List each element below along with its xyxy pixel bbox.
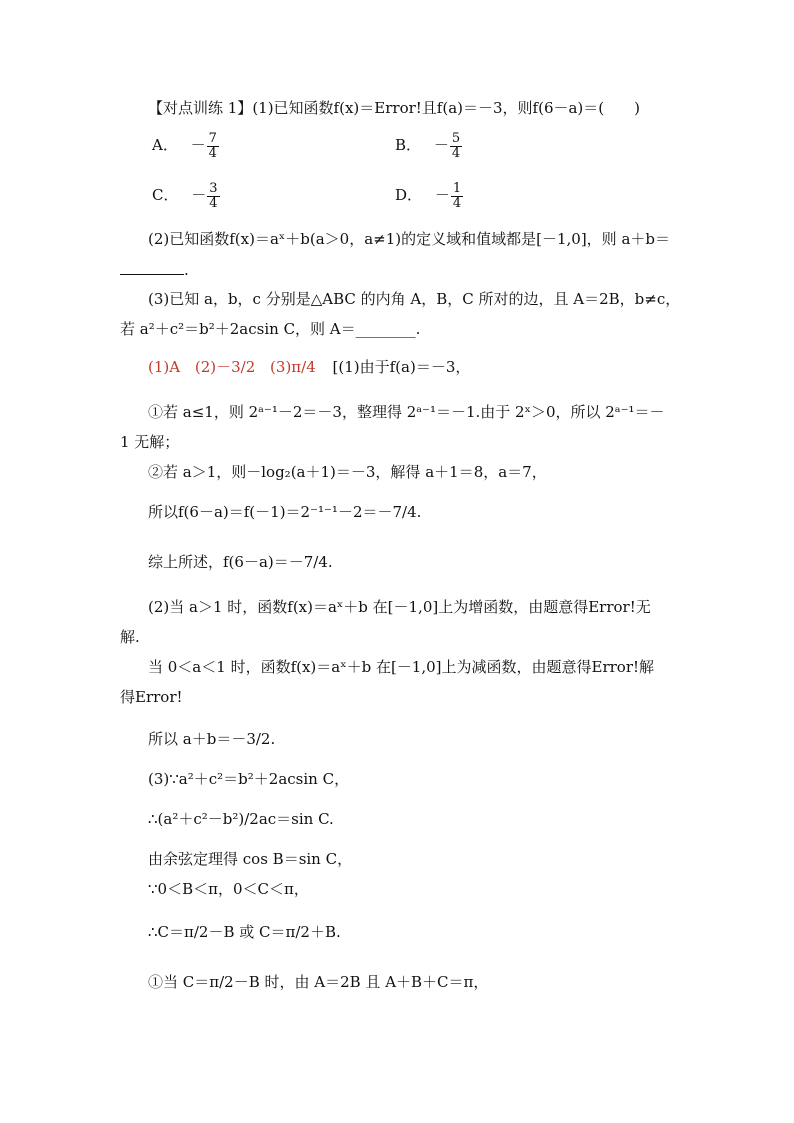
option-b-label: B． <box>395 136 422 155</box>
problem-q1-stem: (1)已知函数f(x)＝Error!且f(a)＝－3，则f(6－a)＝( ) <box>252 99 640 117</box>
solution-line-3: 所以f(6－a)＝f(－1)＝2⁻¹⁻¹－2＝－7/4. <box>148 503 422 521</box>
option-a: A． － $\frac{7}{4}$ <box>152 131 217 161</box>
answer-summary-3: (3)π/4 <box>270 358 316 376</box>
option-c-label: C． <box>152 186 179 205</box>
problem-q3-line2: 若 a²＋c²＝b²＋2acsin C，则 A＝________. <box>120 320 421 338</box>
solution-line-9: ∴(a²＋c²－b²)/2ac＝sin C. <box>148 810 334 828</box>
solution-line-8: (3)∵a²＋c²＝b²＋2acsin C， <box>148 770 350 788</box>
solution-line-7: 所以 a＋b＝－3/2. <box>148 730 276 748</box>
solution-line-2: ②若 a＞1，则－log₂(a＋1)＝－3，解得 a＋1＝8，a＝7， <box>148 463 547 481</box>
answer-intro: [(1)由于f(a)＝－3， <box>332 358 471 376</box>
solution-line-6: 当 0＜a＜1 时，函数f(x)＝aˣ＋b 在[－1,0]上为减函数，由题意得Error!解 <box>148 658 655 676</box>
option-a-label: A． <box>152 136 178 155</box>
solution-line-5: (2)当 a＞1 时，函数f(x)＝aˣ＋b 在[－1,0]上为增函数，由题意得Error!无 <box>148 598 651 616</box>
option-a-fraction: $\frac{7}{4}$ <box>208 131 217 161</box>
solution-line-1b: 1 无解； <box>120 433 180 451</box>
problem-q2-line2 <box>120 262 189 278</box>
option-b: B． － $\frac{5}{4}$ <box>395 131 461 161</box>
solution-line-12: ∴C＝π/2－B 或 C＝π/2＋B. <box>148 923 341 941</box>
solution-line-11: ∵0＜B＜π，0＜C＜π， <box>148 880 309 898</box>
problem-title: 【对点训练 1】 <box>148 99 253 117</box>
problem-q2-line1: (2)已知函数f(x)＝aˣ＋b(a＞0，a≠1)的定义域和值域都是[－1,0]，则 a＋b＝ <box>148 230 670 248</box>
option-b-fraction: $\frac{5}{4}$ <box>451 131 461 161</box>
solution-line-10: 由余弦定理得 cos B＝sin C， <box>148 850 353 868</box>
answer-summary <box>148 360 470 375</box>
answer-summary-1: (1)A <box>148 358 181 376</box>
problem-line-1 <box>148 101 640 116</box>
problem-q3-line1: (3)已知 a，b，c 分别是△ABC 的内角 A，B，C 所对的边，且 A＝2B，b≠c， <box>148 290 681 308</box>
option-c: C． － $\frac{3}{4}$ <box>152 181 218 211</box>
option-d-label: D． <box>395 186 423 205</box>
solution-line-1: ①若 a≤1，则 2ᵃ⁻¹－2＝－3，整理得 2ᵃ⁻¹＝－1.由于 2ˣ＞0，所以 2ᵃ⁻¹＝－ <box>148 403 665 421</box>
solution-line-6b: 得Error! <box>120 688 183 706</box>
option-d-fraction: $\frac{1}{4}$ <box>452 181 462 211</box>
solution-line-5b: 解. <box>120 628 140 646</box>
solution-line-13: ①当 C＝π/2－B 时，由 A＝2B 且 A＋B＋C＝π， <box>148 973 489 991</box>
answer-summary-2: (2)－3/2 <box>194 358 256 376</box>
option-c-fraction: $\frac{3}{4}$ <box>209 181 218 211</box>
solution-line-4: 综上所述，f(6－a)＝－7/4. <box>148 553 333 571</box>
answer-blank-q2 <box>120 262 184 275</box>
problem-q2-line2-end: . <box>184 261 189 279</box>
option-d: D． － $\frac{1}{4}$ <box>395 181 462 211</box>
